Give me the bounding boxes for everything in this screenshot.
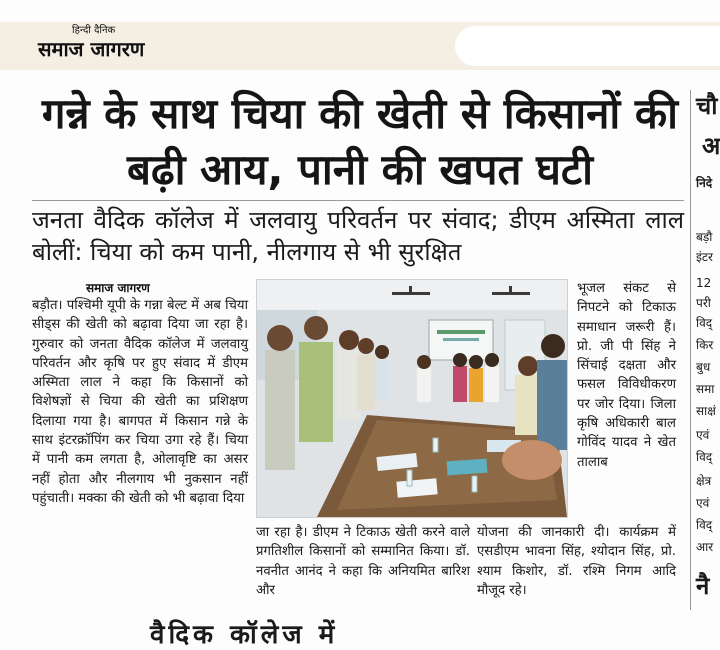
adjacent-bottom-headline-fragment: नै	[696, 572, 710, 600]
masthead-decoration	[455, 26, 720, 66]
adjacent-line: परी	[696, 296, 711, 310]
subhead: जनता वैदिक कॉलेज में जलवायु परिवर्तन पर संवाद; डीएम अस्मिता लाल बोलीं: चिया को कम पानी, नीलगाय से भी सुरक्षित	[32, 206, 684, 266]
adjacent-line: बुध	[696, 360, 711, 374]
adjacent-line: समा	[696, 382, 715, 396]
adjacent-line: क्षेत्र	[696, 474, 712, 488]
article-paragraph: योजना की जानकारी दी। कार्यक्रम में एसडीएम भावना सिंह, श्योदान सिंह, प्रो. श्याम किशोर, डॉ. रश्मि निगम आदि मौजूद रहे।	[477, 525, 676, 598]
event-photo	[256, 279, 568, 518]
adjacent-line: साक्षं	[696, 404, 716, 418]
article-paragraph: बड़ौत। पश्चिमी यूपी के गन्ना बेल्ट में अब चिया सीड्स की खेती को बढ़ावा दिया जा रहा है। गुरुवार को जनता वैदिक कॉलेज में जलवायु परिवर्तन और कृषि पर हुए संवाद में डीएम अस्मिता लाल ने कहा कि किसानों को विशेषज्ञों से चिया की खेती का प्रशिक्षण दिलाया गया है। बागपत में किसान गन्ने के साथ इंटरक्रॉपिंग कर चिया उगा रहे हैं। चिया में पानी कम लगता है, ओलावृष्टि का असर नहीं होता और नीलगाय भी नुकसान नहीं पहुंचाती। मक्का की खेती को भी बढ़ावा दिया	[32, 298, 248, 506]
adjacent-story-strip	[692, 0, 720, 632]
adjacent-line: विद्	[696, 316, 713, 330]
adjacent-line: इंटर	[696, 250, 713, 264]
adjacent-headline-fragment: चौ	[696, 92, 718, 120]
headline-rule	[32, 200, 684, 201]
next-headline-cut: वैदिक कॉलेज में	[150, 620, 339, 650]
adjacent-line: विद्	[696, 450, 713, 464]
article-paragraph: भूजल संकट से निपटने को टिकाऊ समाधान जरूरी हैं। प्रो. जी पी सिंह ने सिंचाई दक्षता और फसल विविधीकरण पर जोर दिया। जिला कृषि अधिकारी बाल गोविंद यादव ने खेत तालाब	[577, 281, 676, 470]
adjacent-line: विद्	[696, 518, 713, 532]
article-column-middle	[256, 523, 470, 600]
masthead-name: समाज जागरण	[38, 37, 145, 61]
adjacent-line: 12	[696, 276, 712, 290]
masthead-tagline: हिन्दी दैनिक	[72, 25, 116, 36]
column-divider	[690, 90, 691, 610]
adjacent-line: आर	[696, 540, 714, 554]
byline: समाज जागरण	[86, 281, 150, 295]
article-column-left	[32, 296, 248, 508]
adjacent-line: एवं	[696, 496, 710, 510]
adjacent-headline-fragment: अ	[702, 132, 720, 160]
article-paragraph: जा रहा है। डीएम ने टिकाऊ खेती करने वाले प्रगतिशील किसानों को सम्मानित किया। डॉ. नवनीत आनंद ने कहा कि अनियमित बारिश और	[256, 525, 470, 598]
adjacent-line: किर	[696, 338, 714, 352]
article-column-right	[577, 279, 676, 472]
adjacent-line: एवं	[696, 428, 710, 442]
article-column-right-bottom	[477, 523, 676, 600]
headline: गन्ने के साथ चिया की खेती से किसानों की बढ़ी आय, पानी की खपत घटी	[41, 89, 679, 194]
adjacent-label-fragment: निदे	[696, 176, 713, 190]
meeting-illustration	[257, 280, 567, 517]
adjacent-line: बड़ौ	[696, 230, 713, 244]
